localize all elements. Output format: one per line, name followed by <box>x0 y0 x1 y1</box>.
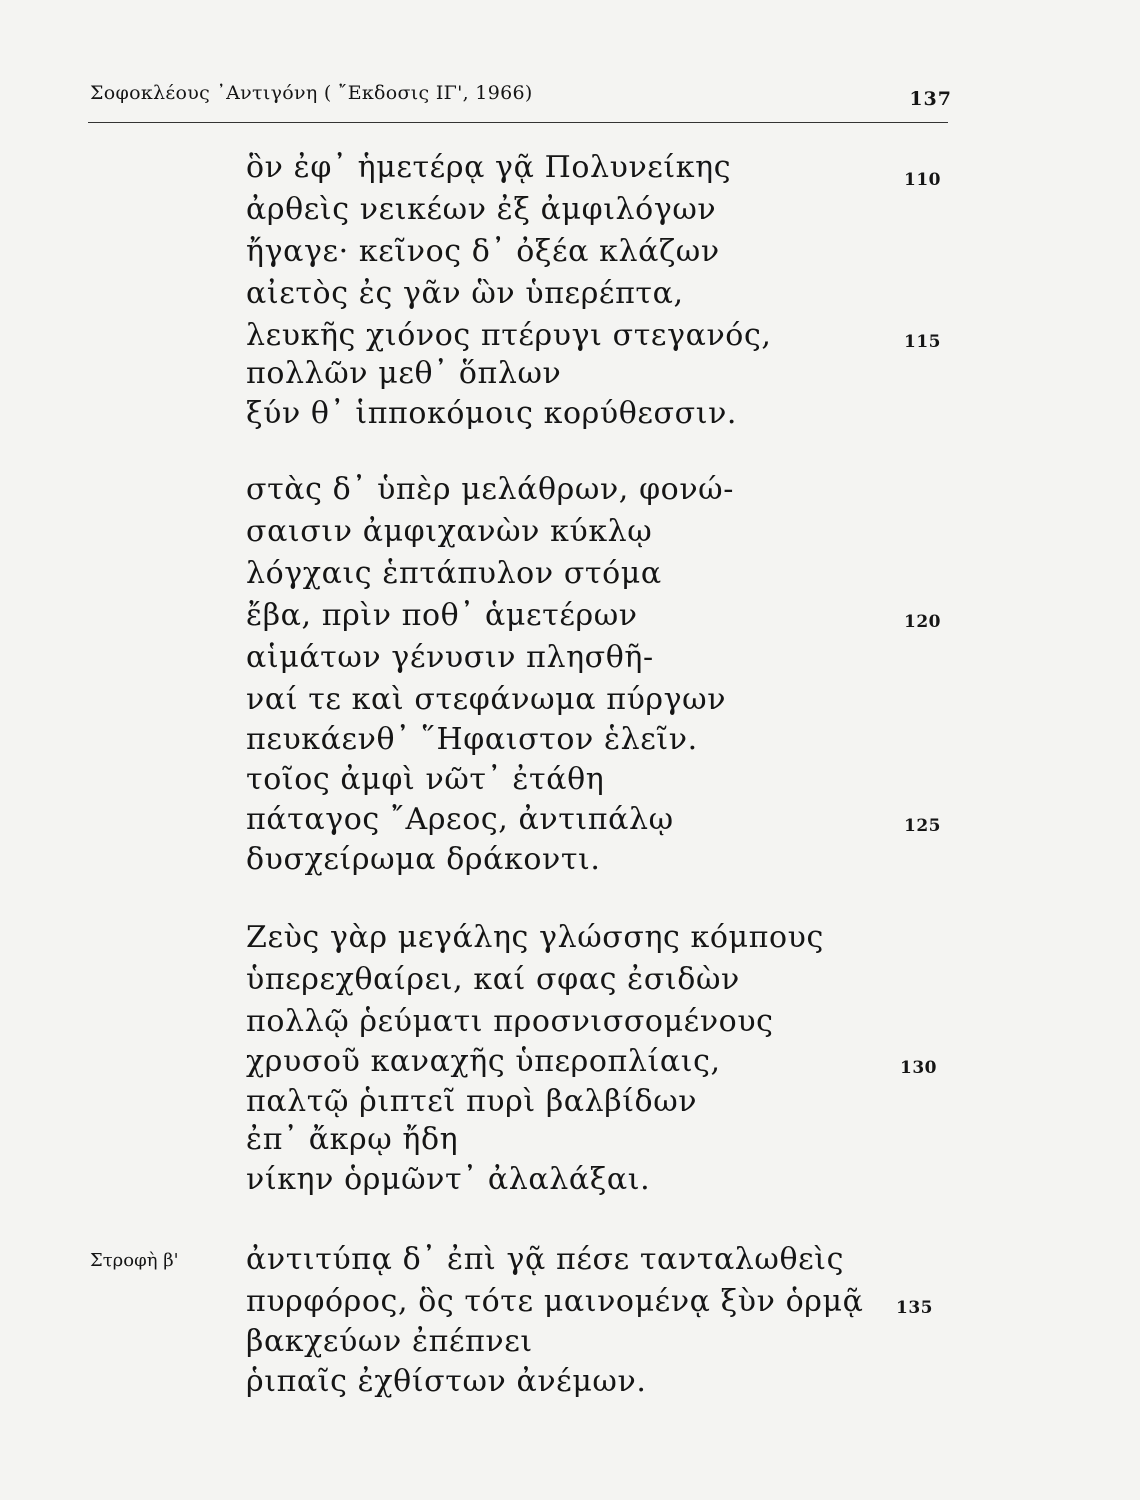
running-header-title: Σοφοκλέους ᾿Αντιγόνη ( ῎Εκδοσις ΙΓ', 1966) <box>90 82 533 104</box>
verse-line: παλτῷ ῥιπτεῖ πυρὶ βαλβίδων <box>246 1084 698 1119</box>
verse-line: σαισιν ἀμφιχανὼν κύκλῳ <box>246 514 653 549</box>
verse-line: χρυσοῦ καναχῆς ὑπεροπλίαις, <box>246 1044 721 1079</box>
line-number: 120 <box>904 612 941 632</box>
strophe-label: Στροφὴ β' <box>90 1250 179 1271</box>
verse-line: αἱμάτων γένυσιν πλησθῆ- <box>246 640 654 675</box>
verse-line: πολλῶν μεθ᾿ ὅπλων <box>246 356 562 391</box>
running-header <box>88 74 952 114</box>
verse-line: ἔβα, πρὶν ποθ᾿ ἁμετέρων <box>246 598 638 633</box>
verse-line: πυρφόρος, ὃς τότε μαινομένᾳ ξὺν ὁρμᾷ <box>246 1284 864 1319</box>
verse-line: τοῖος ἀμφὶ νῶτ᾿ ἐτάθη <box>246 762 605 797</box>
verse-line: βακχεύων ἐπέπνει <box>246 1324 533 1359</box>
verse-line: δυσχείρωμα δράκοντι. <box>246 842 601 877</box>
verse-line: ἀντιτύπᾳ δ᾿ ἐπὶ γᾷ πέσε τανταλωθεὶς <box>246 1242 845 1277</box>
verse-line: πευκάενθ᾿ ῞Ηφαιστον ἑλεῖν. <box>246 722 698 757</box>
verse-line: πάταγος ῎Αρεος, ἀντιπάλῳ <box>246 802 674 837</box>
verse-line: λόγχαις ἑπτάπυλον στόμα <box>246 556 662 591</box>
line-number: 110 <box>904 170 941 190</box>
verse-line: νίκην ὁρμῶντ᾿ ἀλαλάξαι. <box>246 1162 651 1197</box>
verse-line: ὃν ἐφ᾿ ἡμετέρᾳ γᾷ Πολυνείκης <box>246 150 732 185</box>
line-number: 115 <box>904 332 941 352</box>
verse-line: ξύν θ᾿ ἱπποκόμοις κορύθεσσιν. <box>246 396 738 431</box>
verse-line: ναί τε καὶ στεφάνωμα πύργων <box>246 682 727 717</box>
verse-line: λευκῆς χιόνος πτέρυγι στεγανός, <box>246 318 772 353</box>
line-number: 135 <box>896 1298 933 1318</box>
verse-line: ὑπερεχθαίρει, καί σφας ἐσιδὼν <box>246 962 740 997</box>
line-number: 130 <box>900 1058 937 1078</box>
verse-line: ῥιπαῖς ἐχθίστων ἀνέμων. <box>246 1364 647 1399</box>
verse-line: ἤγαγε· κεῖνος δ᾿ ὀξέα κλάζων <box>246 234 720 269</box>
verse-line: πολλῷ ῥεύματι προσνισσομένους <box>246 1004 774 1039</box>
page-number: 137 <box>909 88 952 110</box>
line-number: 125 <box>904 816 941 836</box>
verse-line: στὰς δ᾿ ὑπὲρ μελάθρων, φονώ- <box>246 472 734 507</box>
verse-line: ἐπ᾿ ἄκρῳ ἤδη <box>246 1122 459 1157</box>
verse-line: αἰετὸς ἐς γᾶν ὣν ὑπερέπτα, <box>246 276 684 311</box>
header-rule <box>88 122 948 123</box>
verse-line: ἀρθεὶς νεικέων ἐξ ἀμφιλόγων <box>246 192 717 227</box>
verse-line: Ζεὺς γὰρ μεγάλης γλώσσης κόμπους <box>246 920 824 955</box>
